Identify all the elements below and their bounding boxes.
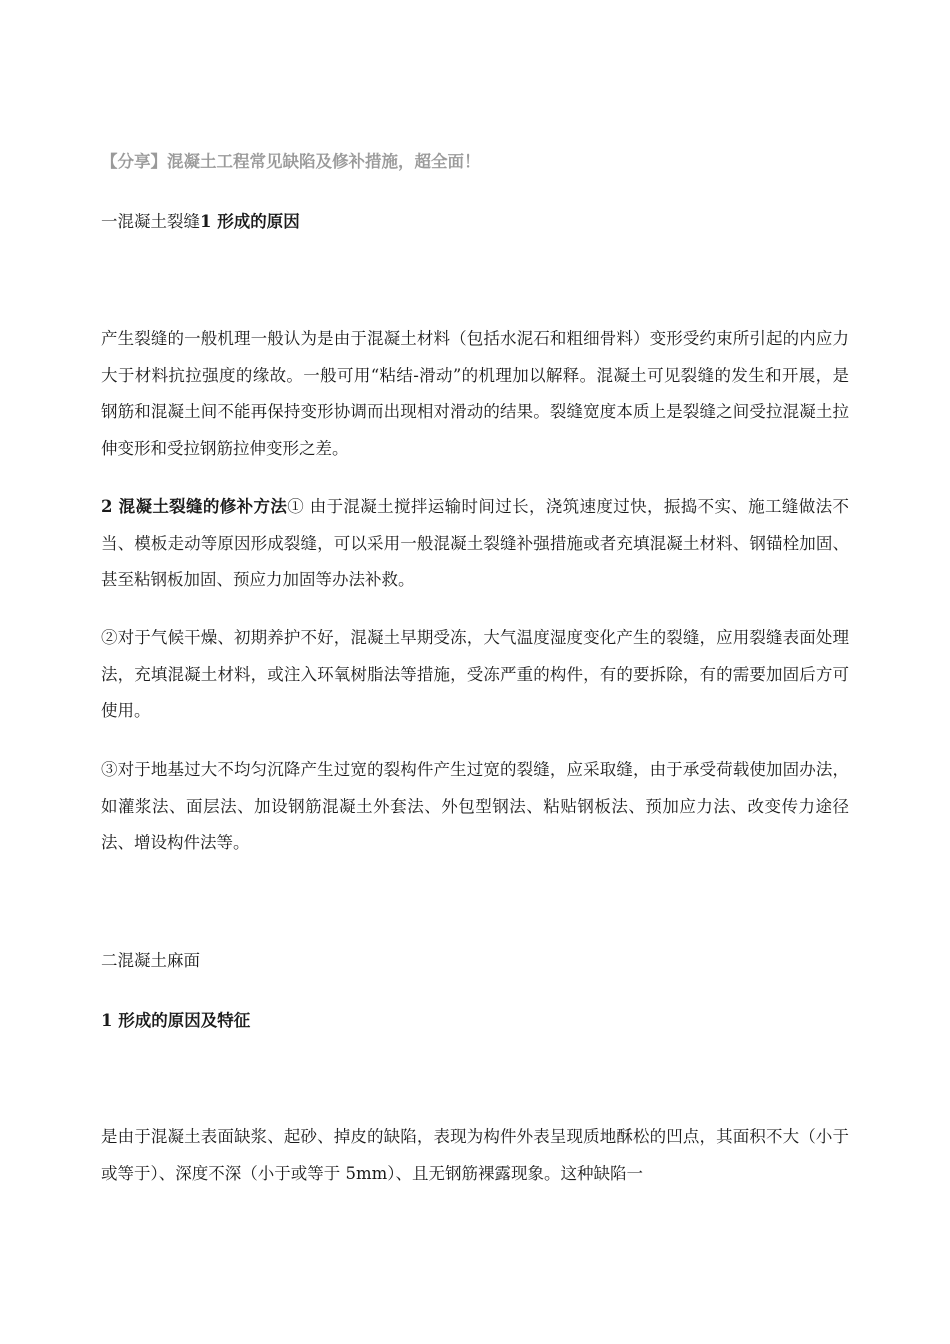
section-1-heading <box>101 212 300 232</box>
section-1-heading-prefix: 一混凝土裂缝 <box>101 212 200 231</box>
section-2-sub-heading: 1 形成的原因及特征 <box>101 1011 251 1030</box>
section-2-paragraph-1: 是由于混凝土表面缺浆、起砂、掉皮的缺陷，表现为构件外表呈现质地酥松的凹点，其面积不大（小于或等于）、深度不深（小于或等于 5mm）、且无钢筋裸露现象。这种缺陷一 <box>101 1127 849 1183</box>
share-title: 【分享】混凝土工程常见缺陷及修补措施，超全面！ <box>101 152 481 171</box>
section-1-paragraph-2 <box>101 489 849 599</box>
section-2-heading: 二混凝土麻面 <box>101 951 200 970</box>
repair-method-heading: 2 混凝土裂缝的修补方法 <box>101 497 288 516</box>
section-1-paragraph-3: ②对于气候干燥、初期养护不好，混凝土早期受冻，大气温度湿度变化产生的裂缝，应用裂缝表面处理法，充填混凝土材料，或注入环氧树脂法等措施，受冻严重的构件，有的要拆除，有的需要加固后方可使用。 <box>101 628 849 720</box>
section-1-paragraph-1: 产生裂缝的一般机理一般认为是由于混凝土材料（包括水泥石和粗细骨料）变形受约束所引起的内应力大于材料抗拉强度的缘故。一般可用“粘结-滑动”的机理加以解释。混凝土可见裂缝的发生和开展，是钢筋和混凝土间不能再保持变形协调而出现相对滑动的结果。裂缝宽度本质上是裂缝之间受拉混凝土拉伸变形和受拉钢筋拉伸变形之差。 <box>101 329 849 458</box>
section-1-heading-bold: 1 形成的原因 <box>200 212 300 231</box>
section-1-paragraph-4: ③对于地基过大不均匀沉降产生过宽的裂构件产生过宽的裂缝，应采取缝，由于承受荷载使加固办法，如灌浆法、面层法、加设钢筋混凝土外套法、外包型钢法、粘贴钢板法、预加应力法、改变传力途径法、增设构件法等。 <box>101 760 849 852</box>
repair-method-text: ① 由于混凝土搅拌运输时间过长，浇筑速度过快，振捣不实、施工缝做法不当、模板走动等原因形成裂缝，可以采用一般混凝土裂缝补强措施或者充填混凝土材料、钢锚栓加固、甚至粘钢板加固、预应力加固等办法补救。 <box>101 497 849 589</box>
